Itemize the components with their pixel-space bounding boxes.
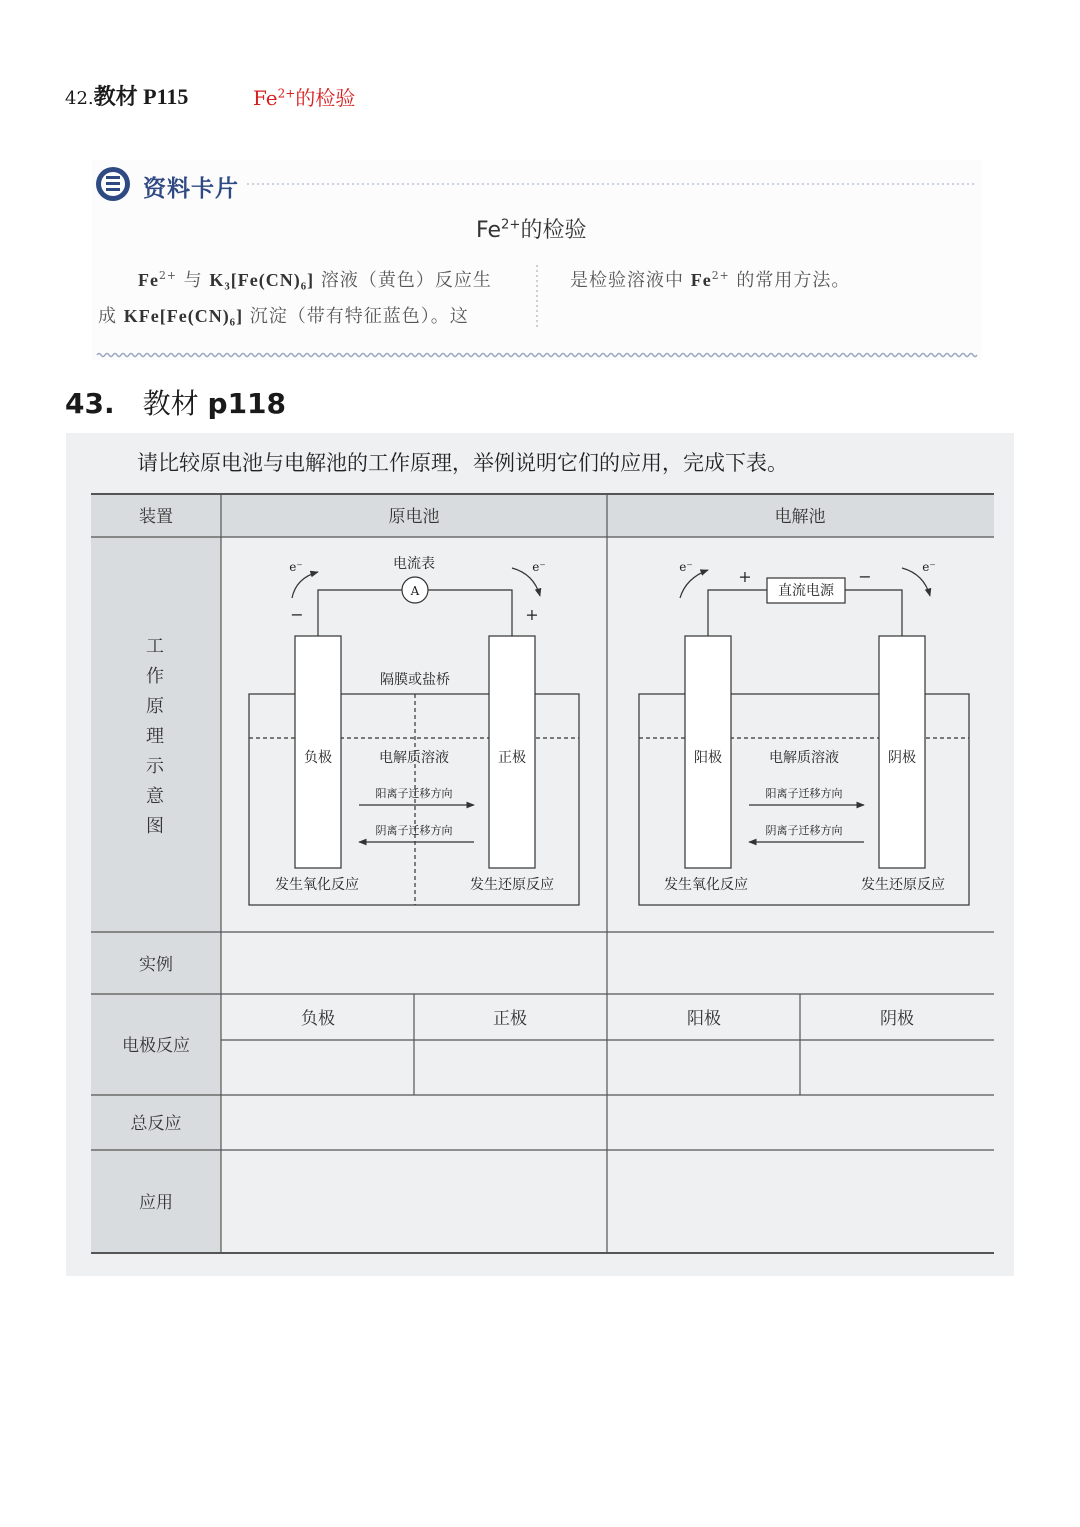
anion-direction-label: 阴离子迁移方向 — [375, 824, 453, 837]
plus-sign: + — [738, 567, 752, 586]
oxidation-label: 发生氧化反应 — [664, 877, 748, 893]
positive-electrode-label: 正极 — [498, 750, 526, 766]
card-text-line-1: $Fe^{2+}$ 与 K₃[Fe(CN)₆] 溶液（黄色）反应生 — [138, 269, 492, 291]
row-application: 应用 — [139, 1193, 173, 1213]
subheader-anode: 阳极 — [687, 1009, 721, 1029]
question-number: 43. — [65, 387, 115, 420]
electron-label-right: e⁻ — [922, 560, 936, 574]
membrane-label: 隔膜或盐桥 — [380, 672, 450, 688]
card-text-line-2: 成 KFe[Fe(CN)₆] 沉淀（带有特征蓝色）。这 — [98, 306, 469, 327]
electron-label-left: e⁻ — [289, 560, 303, 574]
cathode-label: 阴极 — [888, 750, 916, 766]
textbook-reference: 教材 p118 — [142, 387, 287, 420]
oxidation-label: 发生氧化反应 — [275, 877, 359, 893]
negative-electrode-label: 负极 — [304, 750, 332, 766]
data-card-heading: $Fe^{2+}$的检验 — [476, 217, 587, 243]
ammeter-label: 电流表 — [393, 556, 435, 572]
table-header-row — [91, 494, 994, 537]
ammeter-symbol: A — [410, 584, 420, 598]
subheader-cathode: 阴极 — [880, 1009, 914, 1029]
electron-label-right: e⁻ — [532, 560, 546, 574]
subheader-positive: 正极 — [493, 1009, 527, 1029]
row-electrode-reaction: 电极反应 — [122, 1036, 190, 1056]
positive-sign: + — [525, 605, 539, 624]
electrolyte-label: 电解质溶液 — [379, 750, 449, 766]
row-overall-reaction: 总反应 — [130, 1114, 182, 1134]
header-electrolytic-cell: 电解池 — [774, 507, 826, 527]
electrolyte-label: 电解质溶液 — [769, 750, 839, 766]
minus-sign: − — [858, 567, 872, 586]
reduction-label: 发生还原反应 — [470, 877, 554, 893]
anion-direction-label: 阴离子迁移方向 — [765, 824, 843, 837]
data-card-title: 资料卡片 — [143, 176, 239, 202]
card-text-right-column: 是检验溶液中 $Fe^{2+}$ 的常用方法。 — [570, 269, 851, 291]
negative-sign: − — [290, 605, 304, 624]
textbook-reference: 教材 P115 — [93, 84, 189, 109]
dc-power-label: 直流电源 — [778, 583, 834, 599]
subheader-negative: 负极 — [301, 1009, 335, 1029]
cation-direction-label: 阳离子迁移方向 — [765, 787, 843, 800]
row-working-principle: 工作原理示意图 — [146, 636, 164, 837]
anode-label: 阳极 — [694, 750, 722, 766]
reduction-label: 发生还原反应 — [861, 877, 945, 893]
question-number: 42. — [65, 88, 94, 109]
row-example: 实例 — [139, 955, 173, 975]
header-galvanic-cell: 原电池 — [388, 507, 440, 527]
question-42-topic: $Fe^{2+}$的检验 — [253, 86, 356, 110]
electron-label-left: e⁻ — [679, 560, 693, 574]
header-device: 装置 — [139, 507, 173, 527]
instruction-text: 请比较原电池与电解池的工作原理，举例说明它们的应用，完成下表。 — [137, 451, 788, 475]
cation-direction-label: 阳离子迁移方向 — [375, 787, 453, 800]
